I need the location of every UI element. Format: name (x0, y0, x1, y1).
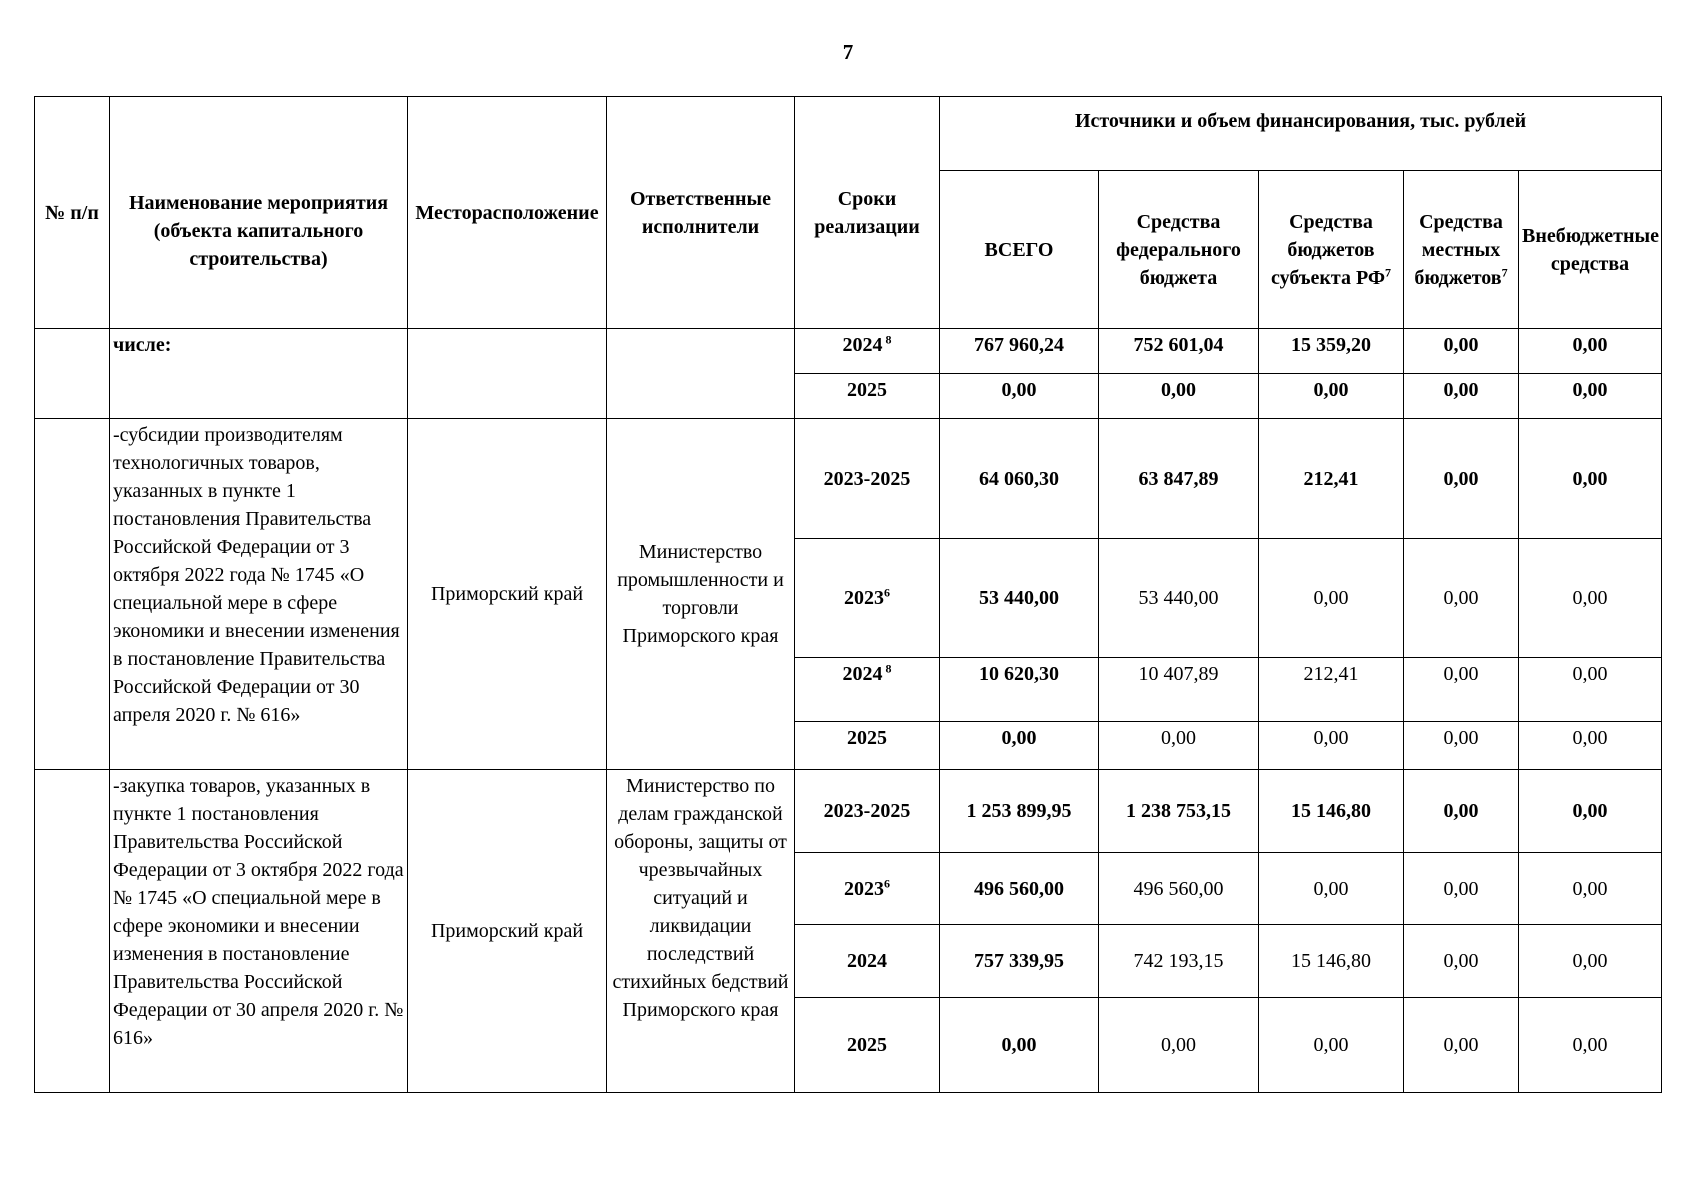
block1-location: Приморский край (408, 419, 607, 770)
block0-responsible (607, 329, 795, 419)
local-cell: 0,00 (1404, 539, 1519, 658)
total-cell: 496 560,00 (940, 853, 1099, 925)
local-cell: 0,00 (1404, 770, 1519, 853)
extra-cell: 0,00 (1519, 722, 1662, 770)
header-num: № п/п (35, 97, 110, 329)
total-cell: 767 960,24 (940, 329, 1099, 374)
extra-cell: 0,00 (1519, 925, 1662, 998)
local-cell: 0,00 (1404, 925, 1519, 998)
local-cell: 0,00 (1404, 998, 1519, 1093)
extra-cell: 0,00 (1519, 770, 1662, 853)
federal-cell: 53 440,00 (1099, 539, 1259, 658)
header-extra: Внебюджетные средства (1519, 171, 1662, 329)
block1-responsible: Министерство промышленности и торговли Приморского края (607, 419, 795, 770)
regional-cell: 212,41 (1259, 658, 1404, 722)
header-local: Средства местных бюджетов$^7$ (1404, 171, 1519, 329)
year-cell: 2023-2025 (795, 770, 940, 853)
header-responsible: Ответственные исполнители (607, 97, 795, 329)
total-cell: 53 440,00 (940, 539, 1099, 658)
year-cell: 2024 (795, 925, 940, 998)
local-cell: 0,00 (1404, 658, 1519, 722)
local-cell: 0,00 (1404, 722, 1519, 770)
year-cell: 2023-2025 (795, 419, 940, 539)
extra-cell: 0,00 (1519, 374, 1662, 419)
header-name: Наименование мероприятия (объекта капитального строительства) (110, 97, 408, 329)
regional-cell: 0,00 (1259, 374, 1404, 419)
year-cell: 2025 (795, 374, 940, 419)
year-cell: 2025 (795, 998, 940, 1093)
regional-cell: 0,00 (1259, 853, 1404, 925)
block2-responsible: Министерство по делам гражданской обороны, защиты от чрезвычайных ситуаций и ликвидации последствий стихийных бедствий Приморского края (607, 770, 795, 1093)
header-federal: Средства федерального бюджета (1099, 171, 1259, 329)
block2-name: -закупка товаров, указанных в пункте 1 постановления Правительства Российской Федерации от 3 октября 2022 года № 1745 «О специальной мере в сфере экономики и внесении изменения в постановление Правительства Российской Федерации от 30 апреля 2020 г. № 616» (110, 770, 408, 1093)
header-regional: Средства бюджетов субъекта $РФ^7$ (1259, 171, 1404, 329)
federal-cell: 1 238 753,15 (1099, 770, 1259, 853)
federal-cell: 0,00 (1099, 374, 1259, 419)
regional-cell: 212,41 (1259, 419, 1404, 539)
page-number: 7 (842, 40, 854, 64)
regional-cell: 15 146,80 (1259, 925, 1404, 998)
block1-num (35, 419, 110, 770)
total-cell: 10 620,30 (940, 658, 1099, 722)
block2-num (35, 770, 110, 1093)
block2-location: Приморский край (408, 770, 607, 1093)
total-cell: 0,00 (940, 374, 1099, 419)
federal-cell: 0,00 (1099, 998, 1259, 1093)
local-cell: 0,00 (1404, 419, 1519, 539)
table-row (35, 770, 1662, 853)
extra-cell: 0,00 (1519, 998, 1662, 1093)
extra-cell: 0,00 (1519, 329, 1662, 374)
total-cell: 1 253 899,95 (940, 770, 1099, 853)
federal-cell: 63 847,89 (1099, 419, 1259, 539)
federal-cell: 10 407,89 (1099, 658, 1259, 722)
local-cell: 0,00 (1404, 853, 1519, 925)
extra-cell: 0,00 (1519, 419, 1662, 539)
block0-num (35, 329, 110, 419)
block1-name: -субсидии производителям технологичных товаров, указанных в пункте 1 постановления Правительства Российской Федерации от 3 октября 2022 года № 1745 «О специальной мере в сфере экономики и внесении изменения в постановление Правительства Российской Федерации от 30 апреля 2020 г. № 616» (110, 419, 408, 770)
block0-name: числе: (110, 329, 408, 419)
total-cell: 757 339,95 (940, 925, 1099, 998)
extra-cell: 0,00 (1519, 539, 1662, 658)
year-cell: 2024 $^8$ (795, 329, 940, 374)
header-terms: Сроки реализации (795, 97, 940, 329)
year-cell: 2023$^6$ (795, 853, 940, 925)
block0-location (408, 329, 607, 419)
regional-cell: 0,00 (1259, 998, 1404, 1093)
total-cell: 0,00 (940, 722, 1099, 770)
year-cell: 2025 (795, 722, 940, 770)
federal-cell: 496 560,00 (1099, 853, 1259, 925)
header-row-1 (35, 97, 1662, 171)
header-sources: Источники и объем финансирования, тыс. рублей (940, 97, 1662, 171)
federal-cell: 742 193,15 (1099, 925, 1259, 998)
regional-cell: 15 359,20 (1259, 329, 1404, 374)
table-row (35, 419, 1662, 539)
regional-cell: 15 146,80 (1259, 770, 1404, 853)
regional-cell: 0,00 (1259, 722, 1404, 770)
financing-table (34, 96, 1662, 1093)
local-cell: 0,00 (1404, 329, 1519, 374)
federal-cell: 752 601,04 (1099, 329, 1259, 374)
header-total: ВСЕГО (940, 171, 1099, 329)
year-cell: 2024 $^8$ (795, 658, 940, 722)
extra-cell: 0,00 (1519, 658, 1662, 722)
header-location: Месторасположение (408, 97, 607, 329)
regional-cell: 0,00 (1259, 539, 1404, 658)
table-row (35, 329, 1662, 374)
local-cell: 0,00 (1404, 374, 1519, 419)
extra-cell: 0,00 (1519, 853, 1662, 925)
federal-cell: 0,00 (1099, 722, 1259, 770)
total-cell: 0,00 (940, 998, 1099, 1093)
year-cell: 2023$^6$ (795, 539, 940, 658)
total-cell: 64 060,30 (940, 419, 1099, 539)
